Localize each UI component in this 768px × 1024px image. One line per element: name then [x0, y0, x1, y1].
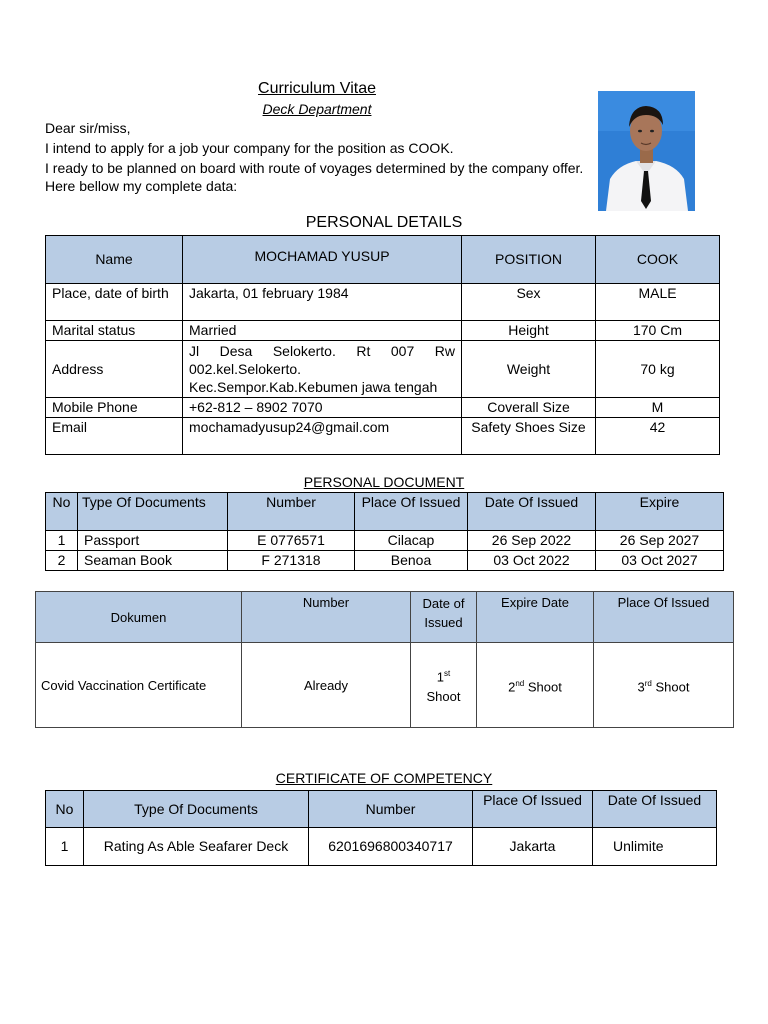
personal-document-heading: PERSONAL DOCUMENT — [303, 474, 465, 490]
vax-col-date: Date of Issued — [411, 592, 477, 643]
col-place: Place Of Issued — [355, 493, 468, 531]
vax-second-sup: nd — [515, 678, 525, 688]
height-value: 170 Cm — [596, 321, 720, 341]
vax-first-word: Shoot — [426, 688, 461, 704]
letter-line-3: Here bellow my complete data: — [45, 178, 238, 194]
personal-details-table — [45, 235, 720, 455]
personal-document-table — [45, 492, 724, 571]
vax-first-num: 1 — [436, 669, 444, 685]
vax-third-sup: rd — [644, 678, 652, 688]
coc-col-no: No — [46, 791, 84, 828]
coc-col-place: Place Of Issued — [473, 791, 593, 828]
vax-second-word: Shoot — [527, 679, 562, 695]
table-row — [36, 643, 734, 728]
cv-title: Curriculum Vitae — [258, 80, 376, 97]
vax-first-sup: st — [444, 669, 451, 679]
col-expire: Expire — [596, 493, 724, 531]
coc-col-type: Type Of Documents — [84, 791, 309, 828]
vax-col-number: Number — [242, 592, 411, 643]
vaccination-table — [35, 591, 734, 728]
row-place: Benoa — [355, 551, 468, 571]
position-label: POSITION — [462, 236, 596, 284]
row-type: Passport — [78, 531, 228, 551]
row-number: F 271318 — [228, 551, 355, 571]
vax-doc: Covid Vaccination Certificate — [36, 643, 242, 728]
marital-value: Married — [183, 321, 462, 341]
greeting: Dear sir/miss, — [45, 120, 131, 136]
col-type: Type Of Documents — [78, 493, 228, 531]
profile-photo — [598, 91, 695, 211]
coverall-label: Coverall Size — [462, 398, 596, 418]
competency-heading: CERTIFICATE OF COMPETENCY — [275, 770, 493, 786]
email-value: mochamadyusup24@gmail.com — [183, 418, 462, 455]
sex-value: MALE — [596, 284, 720, 321]
address-label: Address — [46, 341, 183, 398]
letter-line-2: I ready to be planned on board with route of voyages determined by the company offer. — [45, 160, 584, 176]
pob-value: Jakarta, 01 february 1984 — [183, 284, 462, 321]
letter-line-1: I intend to apply for a job your company for the position as COOK. — [45, 140, 454, 156]
weight-value: 70 kg — [596, 341, 720, 398]
col-no: No — [46, 493, 78, 531]
coc-col-date: Date Of Issued — [593, 791, 717, 828]
table-row — [46, 828, 717, 866]
table-row — [46, 531, 724, 551]
col-number: Number — [228, 493, 355, 531]
phone-label: Mobile Phone — [46, 398, 183, 418]
email-label: Email — [46, 418, 183, 455]
vax-col-place: Place Of Issued — [594, 592, 734, 643]
vax-col-expire: Expire Date — [477, 592, 594, 643]
sex-label: Sex — [462, 284, 596, 321]
pob-label: Place, date of birth — [46, 284, 183, 321]
vax-number: Already — [242, 643, 411, 728]
phone-value: +62-812 – 8902 7070 — [183, 398, 462, 418]
row-no: 2 — [46, 551, 78, 571]
coc-row-number: 6201696800340717 — [309, 828, 473, 866]
row-expire: 26 Sep 2027 — [596, 531, 724, 551]
row-number: E 0776571 — [228, 531, 355, 551]
marital-label: Marital status — [46, 321, 183, 341]
vax-second-shoot — [477, 643, 594, 728]
coc-row-place: Jakarta — [473, 828, 593, 866]
cv-subtitle: Deck Department — [262, 101, 372, 117]
competency-table — [45, 790, 717, 866]
shoes-value: 42 — [596, 418, 720, 455]
row-type: Seaman Book — [78, 551, 228, 571]
col-date: Date Of Issued — [468, 493, 596, 531]
address-value: Jl Desa Selokerto. Rt 007 Rw 002.kel.Selokerto. Kec.Sempor.Kab.Kebumen jawa tengah — [183, 341, 462, 398]
name-value: MOCHAMAD YUSUP — [183, 236, 462, 284]
table-row — [46, 551, 724, 571]
coc-col-number: Number — [309, 791, 473, 828]
vax-col-doc: Dokumen — [36, 592, 242, 643]
name-label: Name — [46, 236, 183, 284]
position-value: COOK — [596, 236, 720, 284]
shoes-label: Safety Shoes Size — [462, 418, 596, 455]
weight-label: Weight — [462, 341, 596, 398]
row-date: 03 Oct 2022 — [468, 551, 596, 571]
vax-second-num: 2 — [508, 679, 516, 695]
vax-third-num: 3 — [637, 679, 645, 695]
row-no: 1 — [46, 531, 78, 551]
cover-letter — [45, 119, 588, 195]
vax-third-word: Shoot — [655, 679, 690, 695]
coverall-value: M — [596, 398, 720, 418]
height-label: Height — [462, 321, 596, 341]
personal-details-heading: PERSONAL DETAILS — [305, 214, 463, 231]
coc-row-type: Rating As Able Seafarer Deck — [84, 828, 309, 866]
row-place: Cilacap — [355, 531, 468, 551]
vax-first-shoot — [411, 643, 477, 728]
row-date: 26 Sep 2022 — [468, 531, 596, 551]
coc-row-no: 1 — [46, 828, 84, 866]
vax-third-shoot — [594, 643, 734, 728]
row-expire: 03 Oct 2027 — [596, 551, 724, 571]
coc-row-date: Unlimite — [593, 828, 717, 866]
